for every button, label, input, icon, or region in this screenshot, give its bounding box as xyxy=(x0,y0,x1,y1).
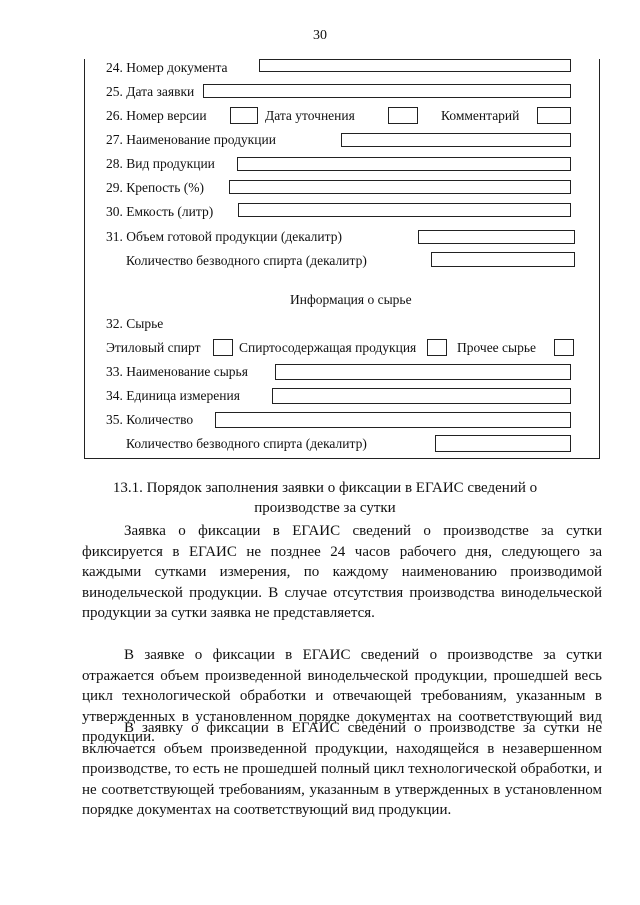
label-clarification-date: Дата уточнения xyxy=(265,108,355,123)
label-strength: 29. Крепость (%) xyxy=(106,180,204,195)
label-anhydrous-alcohol-2: Количество безводного спирта (декалитр) xyxy=(126,436,367,451)
label-application-date: 25. Дата заявки xyxy=(106,84,195,99)
version-number-field[interactable] xyxy=(230,107,258,124)
section-heading: 13.1. Порядок заполнения заявки о фиксации в ЕГАИС сведений о производстве за сутки xyxy=(112,480,538,516)
raw-name-field[interactable] xyxy=(275,364,571,380)
capacity-field[interactable] xyxy=(238,203,571,217)
finished-volume-field[interactable] xyxy=(418,230,575,244)
label-quantity: 35. Количество xyxy=(106,412,194,427)
label-version-number: 26. Номер версии xyxy=(106,108,207,123)
label-product-type: 28. Вид продукции xyxy=(106,156,215,171)
application-date-field[interactable] xyxy=(203,84,571,98)
paragraph-3: В заявку о фиксации в ЕГАИС сведений о производстве за сутки не включается объем произведенной продукции, находящейся в незавершенном производстве, то есть не прошедшей полный цикл технологической обработки, и не соответствующей требованиям, указанным в утвержденных в установленном порядке документах на соответствующий вид продукции. xyxy=(82,720,602,819)
label-capacity: 30. Емкость (литр) xyxy=(106,204,214,219)
label-unit: 34. Единица измерения xyxy=(106,388,240,403)
other-raw-checkbox[interactable] xyxy=(554,339,574,356)
comment-field[interactable] xyxy=(537,107,571,124)
anhydrous-alcohol-field-2[interactable] xyxy=(435,435,571,452)
label-raw-name: 33. Наименование сырья xyxy=(106,364,248,379)
spirit-containing-checkbox[interactable] xyxy=(427,339,447,356)
strength-field[interactable] xyxy=(229,180,571,194)
product-type-field[interactable] xyxy=(237,157,571,171)
label-raw-materials: 32. Сырье xyxy=(106,316,164,331)
label-option-other: Прочее сырье xyxy=(457,340,537,355)
paragraph-2: В заявке о фиксации в ЕГАИС сведений о производстве за сутки отражается объем произведенной винодельческой продукции, прошедшей весь цикл технологической обработки и отвечающей требованиям, указанным в утвержденных в установленном порядке документах на соответствующий вид продукции. xyxy=(82,647,602,746)
anhydrous-alcohol-field-1[interactable] xyxy=(431,252,575,267)
label-comment: Комментарий xyxy=(441,108,520,123)
raw-materials-heading: Информация о сырье xyxy=(290,292,412,307)
clarification-date-field[interactable] xyxy=(388,107,418,124)
label-finished-volume: 31. Объем готовой продукции (декалитр) xyxy=(106,229,342,244)
page-number: 30 xyxy=(313,28,327,43)
label-document-number: 24. Номер документа xyxy=(106,60,228,75)
product-name-field[interactable] xyxy=(341,133,571,147)
label-option-spirit-containing: Спиртосодержащая продукция xyxy=(239,340,417,355)
unit-field[interactable] xyxy=(272,388,571,404)
quantity-field[interactable] xyxy=(215,412,571,428)
label-anhydrous-alcohol-1: Количество безводного спирта (декалитр) xyxy=(126,253,367,268)
document-number-field[interactable] xyxy=(259,59,571,72)
label-product-name: 27. Наименование продукции xyxy=(106,132,276,147)
paragraph-1: Заявка о фиксации в ЕГАИС сведений о производстве за сутки фиксируется в ЕГАИС не позднее 24 часов рабочего дня, следующего за каждыми сутками измерения, по каждому наименованию производимой винодельческой продукции. В случае отсутствия производства винодельческой продукции за сутки заявка не представляется. xyxy=(82,523,602,622)
ethyl-alcohol-checkbox[interactable] xyxy=(213,339,233,356)
label-option-ethyl: Этиловый спирт xyxy=(106,340,201,355)
